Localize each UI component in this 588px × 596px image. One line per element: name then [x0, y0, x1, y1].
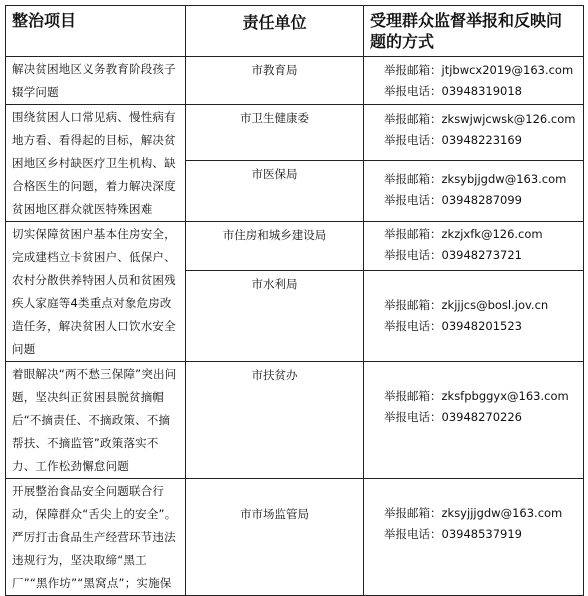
- header-row: [6, 6, 584, 57]
- header-item: 整治项目: [6, 6, 186, 57]
- report-phone: 举报电话：03948223169: [384, 133, 522, 147]
- unit-cell: 市卫生健康委: [186, 105, 364, 161]
- item-cell: 切实保障贫困户基本住房安全，完成建档立卡贫困户、低保户、农村分散供养特困人员和贫困残疾人家庭等4类重点对象危房改造任务，解决贫困人口饮水安全问题: [6, 222, 186, 362]
- report-phone: 举报电话：03948537919: [384, 527, 522, 541]
- table-row: [6, 479, 584, 596]
- report-phone: 举报电话：03948201523: [384, 318, 522, 333]
- table-row: [6, 105, 584, 161]
- contact-cell: [364, 57, 584, 105]
- contact-cell: [364, 270, 584, 361]
- item-cell: 着眼解决“两不愁三保障”突出问题，坚决纠正贫困县脱贫摘帽后“不摘责任、不摘政策、不摘帮扶、不摘监管”政策落实不力、工作松劲懈怠问题: [6, 362, 186, 479]
- item-cell: 开展整治食品安全问题联合行动，保障群众“舌尖上的安全”。严厉打击食品生产经营环节违法违规行为，坚决取缔“黑工厂”“黑作坊”“黑窝点”；实施保: [6, 479, 186, 596]
- report-phone: 举报电话：03948287099: [384, 193, 522, 208]
- unit-cell: 市医保局: [186, 161, 364, 222]
- header-unit: 责任单位: [186, 6, 364, 57]
- report-email: 举报邮箱：jtjbwcx2019@163.com: [384, 63, 574, 77]
- report-phone: 举报电话：03948319018: [384, 84, 522, 98]
- unit-cell: 市水利局: [186, 270, 364, 361]
- report-email: 举报邮箱：zkjjjcs@bosl.jov.cn: [384, 297, 549, 312]
- contact-cell: [364, 161, 584, 222]
- table-row: [6, 57, 584, 105]
- contact-cell: [364, 362, 584, 479]
- header-method: 受理群众监督举报和反映问题的方式: [364, 6, 584, 57]
- contact-cell: [364, 479, 584, 596]
- table-row: [6, 362, 584, 479]
- item-cell: 解决贫困地区义务教育阶段孩子辍学问题: [6, 57, 186, 105]
- unit-cell: 市住房和城乡建设局: [186, 222, 364, 271]
- unit-cell: 市教育局: [186, 57, 364, 105]
- report-email: 举报邮箱：zkswjwjcwsk@126.com: [384, 112, 576, 126]
- contact-cell: [364, 222, 584, 271]
- report-phone: 举报电话：03948270226: [384, 410, 522, 424]
- report-phone: 举报电话：03948273721: [384, 248, 522, 262]
- table-row: [6, 222, 584, 271]
- report-email: 举报邮箱：zksybjjgdw@163.com: [384, 172, 567, 187]
- item-cell: 围绕贫困人口常见病、慢性病有地方看、看得起的目标，解决贫困地区乡村缺医疗卫生机构、缺合格医生的问题，着力解决深度贫困地区群众就医特殊困难: [6, 105, 186, 222]
- report-email: 举报邮箱：zkzjxfk@126.com: [384, 227, 543, 241]
- report-email: 举报邮箱：zksyjjjgdw@163.com: [384, 506, 563, 520]
- unit-cell: 市市场监管局: [186, 479, 364, 596]
- contact-cell: [364, 105, 584, 161]
- supervision-table: [5, 5, 584, 596]
- report-email: 举报邮箱：zksfpbggyx@163.com: [384, 389, 569, 403]
- unit-cell: 市扶贫办: [186, 362, 364, 479]
